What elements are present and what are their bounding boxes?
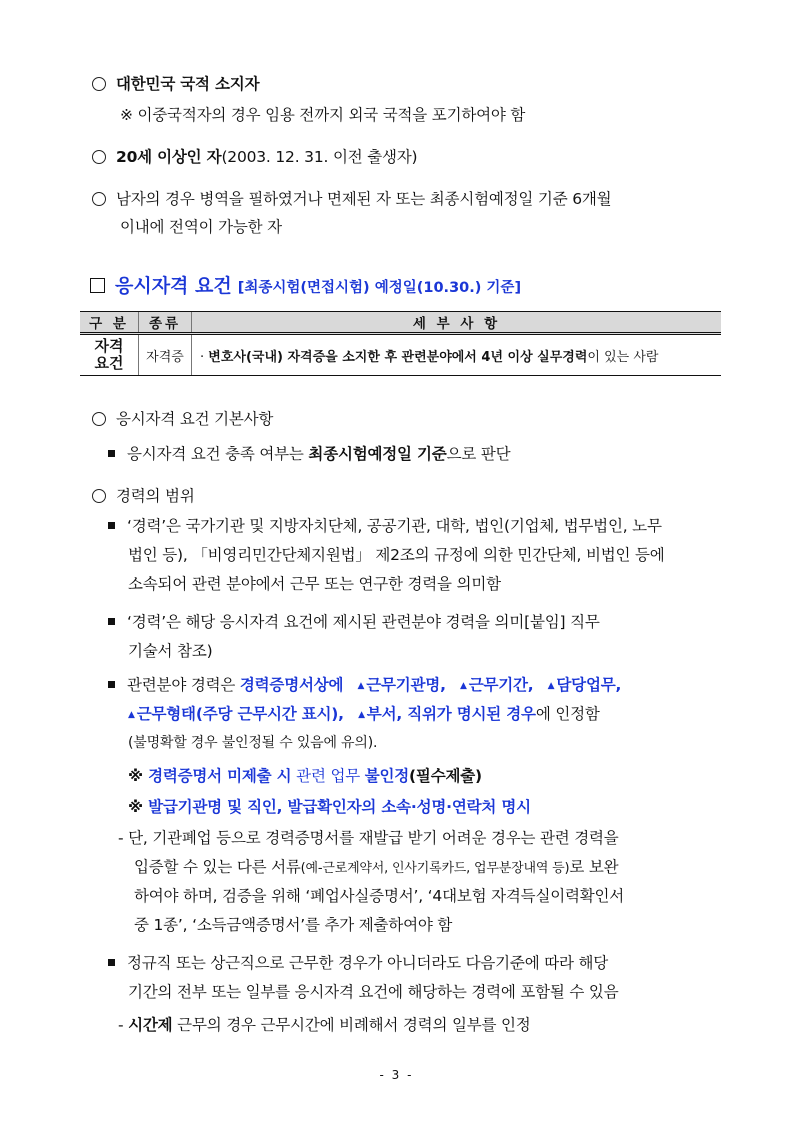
dash1-l2-small: (예-근로계약서, 인사기록카드, 업무분장내역 등) (300, 861, 570, 876)
cell-detail (192, 334, 722, 376)
basics-title: 응시자격 요건 기본사항 (116, 410, 274, 428)
scope-b3-line2 (128, 703, 600, 726)
b3-item-dept: 부서, 직위가 명시된 경우 (366, 705, 536, 723)
age-rest: (2003. 12. 31. 이전 출생자) (221, 148, 418, 166)
dash1-l2-a: 입증할 수 있는 다른 서류 (134, 858, 301, 876)
triangle-icon: ▲ (358, 710, 365, 720)
scope-b4-line1 (108, 952, 608, 974)
b3-pre: 관련분야 경력은 (127, 676, 240, 694)
section-title: 응시자격 요건 (115, 275, 232, 297)
b3-item-period: 근무기간, (468, 676, 534, 694)
section-heading (90, 271, 521, 298)
nationality-item (92, 73, 259, 95)
square-bullet-icon (108, 681, 115, 688)
square-bullet-icon (108, 618, 115, 625)
detail-prefix: · (200, 349, 205, 365)
b3-item-duty: 담당업무, (556, 676, 622, 694)
circle-bullet-icon (92, 150, 106, 164)
dash1-line4: 중 1종’, ‘소득금액증명서’를 추가 제출하여야 함 (134, 916, 453, 934)
triangle-icon: ▲ (547, 681, 555, 691)
note1-post: (필수제출) (409, 767, 482, 785)
note1-pre: ※ (128, 767, 149, 785)
category-line2: 요건 (94, 354, 124, 372)
scope-b3-line1 (108, 674, 621, 697)
basics-item-pre: 응시자격 요건 충족 여부는 (127, 445, 309, 463)
square-bullet-icon (90, 278, 105, 293)
detail-rest: 이 있는 사람 (587, 349, 659, 365)
triangle-icon: ▲ (459, 681, 467, 691)
scope-heading (92, 485, 195, 507)
scope-b1-line2: 법인 등), 「비영리민간단체지원법」 제2조의 규정에 의한 민간단체, 비법인 등에 (128, 546, 665, 564)
b3-post: 에 인정함 (535, 705, 600, 723)
header-detail: 세 부 사 항 (192, 312, 722, 334)
b3-item-workplace: 근무기관명, (366, 676, 446, 694)
b3-item-type: 근무형태(주당 근무시간 표시), (136, 705, 344, 723)
cell-category (80, 334, 139, 376)
square-bullet-icon (108, 959, 115, 966)
page-number: - 3 - (379, 1068, 414, 1082)
military-item (92, 188, 611, 210)
basics-item-bold: 최종시험예정일 기준 (308, 445, 447, 463)
circle-bullet-icon (92, 192, 106, 206)
note-2 (128, 796, 531, 818)
scope-b4-line2: 기간의 전부 또는 일부를 응시자격 요건에 해당하는 경력에 포함될 수 있음 (128, 983, 619, 1001)
military-line2: 이내에 전역이 가능한 자 (120, 218, 282, 236)
header-category: 구 분 (80, 312, 139, 334)
scope-title: 경력의 범위 (116, 487, 195, 505)
basics-item-post: 으로 판단 (446, 445, 511, 463)
cell-type: 자격증 (139, 334, 192, 376)
b2-text-1: ‘경력’은 해당 응시자격 요건에 제시된 관련분야 경력을 의미[붙임] 직무 (127, 613, 600, 631)
dash1-line3: 하여야 하며, 검증을 위해 ‘폐업사실증명서’, ‘4대보험 자격득실이력확인서 (134, 887, 625, 905)
scope-b1-line1 (108, 515, 662, 537)
note2-pre: ※ (128, 798, 149, 816)
scope-b2-line2: 기술서 참조) (128, 642, 213, 660)
scope-b3-line3: (불명확할 경우 불인정될 수 있음에 유의). (128, 735, 378, 751)
b3-blue1: 경력증명서상에 (239, 676, 344, 694)
header-type: 종류 (139, 312, 192, 334)
triangle-icon: ▲ (357, 681, 365, 691)
circle-bullet-icon (92, 412, 106, 426)
section-subtitle: [최종시험(면접시험) 예정일(10.30.) 기준] (237, 280, 522, 296)
square-bullet-icon (108, 522, 115, 529)
dash1-line2 (134, 856, 618, 880)
detail-bold: 변호사(국내) 자격증을 소지한 후 관련분야에서 4년 이상 실무경력 (208, 349, 588, 365)
note1-blue2: 불인정 (364, 767, 410, 785)
nationality-note: ※ 이중국적자의 경우 임용 전까지 외국 국적을 포기하여야 함 (120, 106, 526, 124)
table-row (80, 334, 721, 376)
dash2-pre: - (118, 1016, 129, 1034)
age-item (92, 146, 417, 168)
triangle-icon: ▲ (128, 710, 135, 720)
military-line1: 남자의 경우 병역을 필하였거나 면제된 자 또는 최종시험예정일 기준 6개월 (116, 190, 612, 208)
category-line1: 자격 (94, 337, 124, 355)
scope-b2-line1 (108, 611, 600, 633)
dash2-line (118, 1014, 531, 1036)
note1-mid: 관련 업무 (291, 767, 365, 785)
dash1-line1: - 단, 기관폐업 등으로 경력증명서를 재발급 받기 어려운 경우는 관련 경력을 (118, 829, 619, 847)
b1-text-1: ‘경력’은 국가기관 및 지방자치단체, 공공기관, 대학, 법인(기업체, 법무법인, 노무 (127, 517, 662, 535)
table-header-row (80, 312, 721, 334)
basics-item (108, 443, 510, 465)
dash2-bold: 시간제 (128, 1016, 173, 1034)
dash2-post: 근무의 경우 근무시간에 비례해서 경력의 일부를 인정 (172, 1016, 531, 1034)
note2-blue: 발급기관명 및 직인, 발급확인자의 소속·성명·연락처 명시 (148, 798, 531, 816)
scope-b1-line3: 소속되어 관련 분야에서 근무 또는 연구한 경력을 의미함 (128, 575, 501, 593)
requirements-table (80, 311, 721, 376)
dash1-l2-b: 로 보완 (569, 858, 619, 876)
note-1 (128, 765, 482, 787)
square-bullet-icon (108, 450, 115, 457)
circle-bullet-icon (92, 77, 106, 91)
b4-text-1: 정규직 또는 상근직으로 근무한 경우가 아니더라도 다음기준에 따라 해당 (127, 954, 609, 972)
nationality-title: 대한민국 국적 소지자 (116, 75, 260, 93)
basics-heading (92, 408, 273, 430)
age-bold: 20세 이상인 자 (116, 148, 222, 166)
circle-bullet-icon (92, 489, 106, 503)
note1-blue: 경력증명서 미제출 시 (148, 767, 292, 785)
